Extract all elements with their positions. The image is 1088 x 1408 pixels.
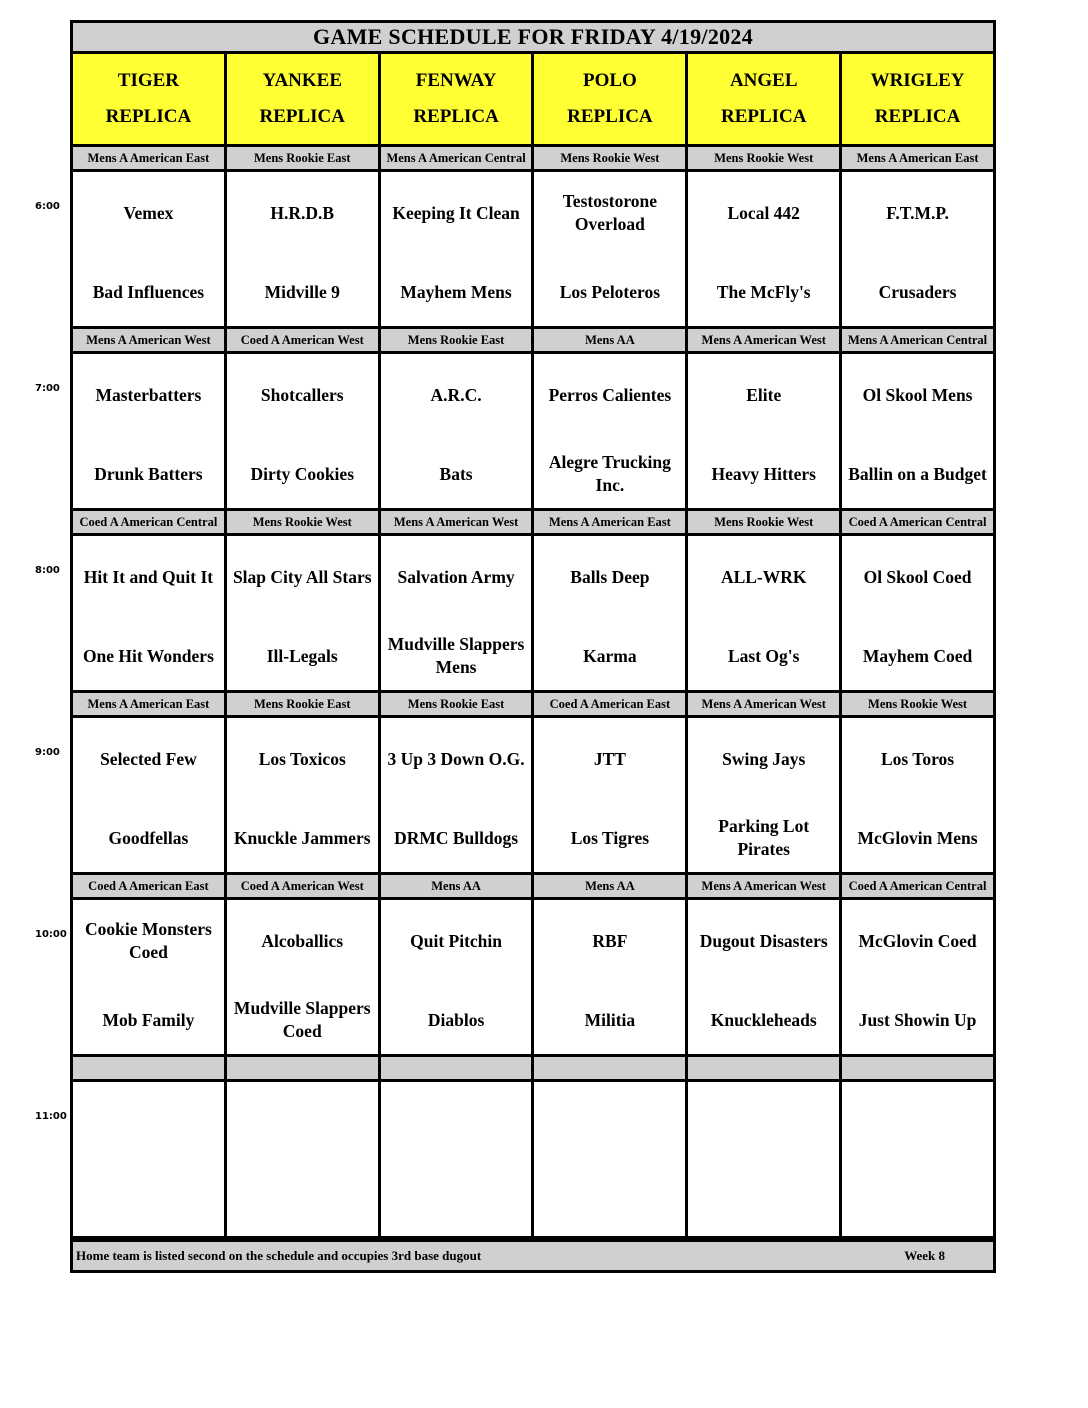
field-type: REPLICA	[105, 106, 192, 127]
away-team	[688, 1098, 839, 1148]
away-team: Local 442	[727, 202, 800, 223]
home-team: Last Og's	[727, 645, 800, 666]
time-slots	[35, 147, 996, 1239]
division-row	[70, 1057, 996, 1079]
home-team	[73, 1177, 224, 1227]
division-label: Coed A American Central	[848, 878, 987, 893]
field-header	[73, 54, 227, 144]
away-team: Los Toros	[880, 748, 955, 769]
division-label: Mens A American Central	[381, 147, 535, 169]
division-label: Mens AA	[534, 875, 688, 897]
division-label: Mens A American West	[73, 329, 227, 351]
game-cell	[534, 172, 688, 326]
time-label: 8:00	[35, 565, 60, 576]
game-cell	[227, 536, 381, 690]
division-label	[534, 1057, 688, 1079]
division-label: Mens A American East	[73, 147, 227, 169]
game-cell	[381, 536, 535, 690]
home-team	[534, 1177, 685, 1227]
division-label	[73, 1057, 227, 1079]
division-label: Mens AA	[381, 875, 535, 897]
away-team	[534, 1098, 685, 1148]
home-team: One Hit Wonders	[82, 645, 214, 666]
division-label: Mens Rookie West	[534, 147, 688, 169]
field-type: REPLICA	[413, 106, 499, 127]
game-cell	[842, 1082, 993, 1236]
game-cell	[73, 718, 227, 872]
division-label: Mens Rookie East	[381, 329, 535, 351]
game-cell	[381, 900, 535, 1054]
home-team: Militia	[584, 1009, 636, 1030]
away-team: JTT	[593, 748, 626, 769]
game-row	[70, 169, 996, 329]
game-cell	[842, 718, 993, 872]
division-label: Coed A American East	[73, 875, 227, 897]
division-label: Mens Rookie West	[868, 696, 968, 711]
field-header	[534, 54, 688, 144]
away-team: Ol Skool Mens	[862, 384, 973, 405]
game-cell	[688, 900, 842, 1054]
time-slot	[35, 875, 996, 1057]
home-team: Mob Family	[102, 1009, 195, 1030]
game-cell	[688, 718, 842, 872]
home-team: Mayhem Coed	[862, 645, 973, 666]
division-label: Mens Rookie East	[381, 693, 535, 715]
home-team: Crusaders	[878, 281, 957, 302]
away-team: Quit Pitchin	[410, 930, 503, 951]
home-team: Diablos	[427, 1009, 485, 1030]
time-label: 11:00	[35, 1111, 67, 1122]
away-team: Vemex	[123, 202, 174, 223]
game-cell	[227, 900, 381, 1054]
game-cell	[842, 900, 993, 1054]
home-team: Knuckleheads	[710, 1009, 817, 1030]
game-cell	[227, 1082, 381, 1236]
home-team: DRMC Bulldogs	[394, 827, 519, 848]
division-label	[381, 1057, 535, 1079]
field-type: REPLICA	[874, 106, 961, 127]
division-label: Mens Rookie West	[227, 511, 381, 533]
home-team	[227, 1177, 378, 1227]
game-cell	[688, 172, 842, 326]
away-team: A.R.C.	[430, 384, 482, 405]
home-team: Knuckle Jammers	[233, 827, 371, 848]
away-team: Testostorone Overload	[562, 191, 658, 234]
game-cell	[842, 536, 993, 690]
home-team: Drunk Batters	[94, 463, 203, 484]
division-label: Mens A American East	[73, 693, 227, 715]
home-team: Los Peloteros	[559, 281, 661, 302]
away-team: H.R.D.B	[270, 202, 335, 223]
game-row	[70, 897, 996, 1057]
away-team: Shotcallers	[260, 384, 344, 405]
division-label: Coed A American Central	[73, 511, 227, 533]
game-cell	[73, 354, 227, 508]
division-label: Coed A American East	[534, 693, 688, 715]
time-label: 9:00	[35, 747, 60, 758]
game-cell	[73, 172, 227, 326]
time-slot	[35, 1057, 996, 1239]
home-team: Ill-Legals	[266, 645, 338, 666]
home-team: Dirty Cookies	[250, 463, 354, 484]
division-label: Mens AA	[534, 329, 688, 351]
field-name: YANKEE	[262, 70, 343, 91]
away-team: Perros Calientes	[548, 384, 672, 405]
away-team: McGlovin Coed	[858, 930, 977, 951]
division-label: Coed A American West	[227, 329, 381, 351]
away-team: Keeping It Clean	[392, 202, 520, 223]
week-label: Week 8	[904, 1248, 945, 1263]
away-team: RBF	[592, 930, 628, 951]
division-row	[70, 693, 996, 715]
home-team	[842, 1177, 993, 1227]
game-cell	[534, 718, 688, 872]
schedule-sheet	[35, 20, 996, 1273]
home-team: Karma	[583, 645, 637, 666]
away-team: Selected Few	[100, 748, 197, 769]
division-label: Mens Rookie West	[688, 511, 842, 533]
away-team: Alcoballics	[261, 930, 344, 951]
game-cell	[688, 536, 842, 690]
field-type: REPLICA	[259, 106, 345, 127]
time-slot	[35, 329, 996, 511]
away-team: Cookie Monsters Coed	[84, 919, 212, 962]
field-type: REPLICA	[720, 106, 807, 127]
home-team: Mudville Slappers Coed	[233, 998, 371, 1041]
home-team: Los Tigres	[570, 827, 650, 848]
game-cell	[73, 536, 227, 690]
away-team: Slap City All Stars	[232, 566, 372, 587]
home-team: Mudville Slappers Mens	[387, 634, 525, 677]
time-slot	[35, 511, 996, 693]
game-row	[70, 351, 996, 511]
division-label: Mens A American East	[856, 150, 979, 165]
home-team: McGlovin Mens	[857, 827, 978, 848]
away-team: Ol Skool Coed	[863, 566, 972, 587]
field-name: ANGEL	[729, 70, 798, 91]
game-cell	[227, 354, 381, 508]
division-label: Mens A American East	[534, 511, 688, 533]
away-team: Dugout Disasters	[699, 930, 828, 951]
division-label	[688, 1057, 842, 1079]
away-team	[73, 1098, 224, 1148]
field-type: REPLICA	[567, 106, 653, 127]
field-name: TIGER	[117, 70, 180, 91]
away-team: Los Toxicos	[258, 748, 346, 769]
home-team: Bad Influences	[92, 281, 205, 302]
division-label: Mens A American West	[688, 693, 842, 715]
game-cell	[842, 354, 993, 508]
away-team: Swing Jays	[722, 748, 806, 769]
field-header-row	[70, 54, 996, 147]
field-name: POLO	[582, 70, 637, 91]
field-name: WRIGLEY	[870, 70, 965, 91]
game-row	[70, 1079, 996, 1239]
field-header	[227, 54, 381, 144]
field-header	[842, 54, 993, 144]
game-cell	[534, 1082, 688, 1236]
division-label: Mens Rookie East	[227, 693, 381, 715]
division-row	[70, 511, 996, 533]
division-label: Mens A American Central	[847, 332, 988, 347]
division-label: Mens A American West	[688, 875, 842, 897]
division-row	[70, 875, 996, 897]
away-team: Elite	[746, 384, 782, 405]
home-team-note: Home team is listed second on the schedule and occupies 3rd base dugout	[76, 1248, 482, 1263]
game-cell	[73, 1082, 227, 1236]
division-label: Coed A American Central	[848, 514, 987, 529]
game-cell	[381, 1082, 535, 1236]
division-label: Mens A American West	[688, 329, 842, 351]
away-team: Hit It and Quit It	[83, 566, 214, 587]
game-row	[70, 715, 996, 875]
home-team: Heavy Hitters	[711, 463, 816, 484]
away-team: ALL-WRK	[720, 566, 807, 587]
home-team: Goodfellas	[108, 827, 189, 848]
time-label: 7:00	[35, 383, 60, 394]
time-slot	[35, 693, 996, 875]
division-label: Mens Rookie East	[227, 147, 381, 169]
division-row	[70, 147, 996, 169]
division-label: Mens Rookie West	[688, 147, 842, 169]
away-team: F.T.M.P.	[886, 202, 949, 223]
away-team: Balls Deep	[570, 566, 650, 587]
game-cell	[534, 536, 688, 690]
game-cell	[227, 172, 381, 326]
away-team: Masterbatters	[95, 384, 202, 405]
away-team: Salvation Army	[397, 566, 515, 587]
home-team: Ballin on a Budget	[848, 463, 987, 484]
game-cell	[227, 718, 381, 872]
home-team: The McFly's	[716, 281, 811, 302]
division-label	[227, 1057, 381, 1079]
division-row	[70, 329, 996, 351]
field-header	[688, 54, 842, 144]
time-label: 6:00	[35, 201, 60, 212]
home-team	[381, 1177, 532, 1227]
game-cell	[534, 354, 688, 508]
game-cell	[842, 172, 993, 326]
home-team: Bats	[439, 463, 473, 484]
game-cell	[688, 354, 842, 508]
home-team: Parking Lot Pirates	[718, 816, 810, 859]
game-cell	[381, 354, 535, 508]
game-cell	[73, 900, 227, 1054]
game-cell	[534, 900, 688, 1054]
division-label: Coed A American West	[227, 875, 381, 897]
schedule-title: GAME SCHEDULE FOR FRIDAY 4/19/2024	[70, 20, 996, 54]
game-cell	[381, 718, 535, 872]
home-team: Midville 9	[264, 281, 340, 302]
division-label: Mens A American West	[381, 511, 535, 533]
away-team	[842, 1098, 993, 1148]
home-team: Alegre Trucking Inc.	[548, 452, 671, 495]
game-cell	[688, 1082, 842, 1236]
field-header	[381, 54, 535, 144]
home-team: Just Showin Up	[858, 1009, 977, 1030]
away-team	[227, 1098, 378, 1148]
schedule-footer	[70, 1239, 996, 1273]
home-team	[688, 1177, 839, 1227]
division-label	[842, 1057, 993, 1079]
game-row	[70, 533, 996, 693]
game-cell	[381, 172, 535, 326]
away-team: 3 Up 3 Down O.G.	[387, 748, 525, 769]
away-team	[381, 1098, 532, 1148]
time-label: 10:00	[35, 929, 67, 940]
home-team: Mayhem Mens	[400, 281, 512, 302]
time-slot	[35, 147, 996, 329]
field-name: FENWAY	[415, 70, 497, 91]
